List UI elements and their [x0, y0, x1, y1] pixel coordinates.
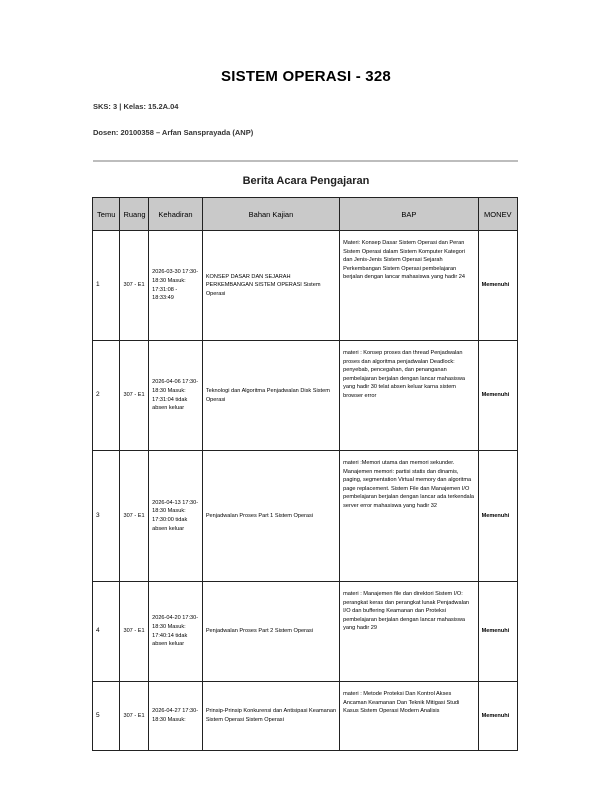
divider	[93, 160, 518, 162]
cell-ruang: 307 - E1	[120, 582, 149, 682]
cell-temu: 2	[93, 341, 120, 451]
header-bahan-kajian: Bahan Kajian	[202, 198, 339, 231]
cell-temu: 5	[93, 682, 120, 751]
cell-bap: materi : Metode Proteksi Dan Kontrol Akses Ancaman Keamanan Dan Teknik Mitigasi Studi Kasus Sistem Operasi Modern Analisis	[340, 682, 478, 751]
header-ruang: Ruang	[120, 198, 149, 231]
cell-bap: materi : Konsep proses dan thread Penjadwalan proses dan algoritma penjadwalan Deadlock: penyebab, pencegahan, dan penanganan pembelajaran berjalan dengan lancar mahasiswa yang hadir 30 telat absen keluar karna sistem browser error	[340, 341, 478, 451]
header-temu: Temu	[93, 198, 120, 231]
cell-bahan-kajian: Prinsip-Prinsip Konkurensi dan Antisipasi Keamanan Sistem Operasi Sistem Operasi	[202, 682, 339, 751]
section-title: Berita Acara Pengajaran	[242, 175, 370, 187]
cell-monev: Memenuhi	[478, 231, 517, 341]
cell-kehadiran: 2026-04-27 17:30-18:30 Masuk:	[149, 682, 203, 751]
cell-kehadiran: 2026-03-30 17:30-18:30 Masuk: 17:31:08 - 18:33:49	[149, 231, 203, 341]
header-kehadiran: Kehadiran	[149, 198, 203, 231]
cell-ruang: 307 - E1	[120, 451, 149, 582]
cell-monev: Memenuhi	[478, 582, 517, 682]
cell-kehadiran: 2026-04-20 17:30-18:30 Masuk: 17:40:14 tidak absen keluar	[149, 582, 203, 682]
cell-bahan-kajian: Penjadwalan Proses Part 1 Sistem Operasi	[202, 451, 339, 582]
cell-ruang: 307 - E1	[120, 682, 149, 751]
sks-class-info: SKS: 3 | Kelas: 15.2A.04	[93, 102, 179, 111]
teaching-record-table	[92, 197, 518, 751]
cell-bap: materi : Manajemen file dan direktori Sistem I/O: perangkat keras dan perangkat lunak Penjadwalan I/O dan buffering Keamanan dan Proteksi pembelajaran berjalan dengan lancar mahasiswa yang hadir 29	[340, 582, 478, 682]
cell-temu: 1	[93, 231, 120, 341]
cell-bap: Materi: Konsep Dasar Sistem Operasi dan Peran Sistem Operasi dalam Sistem Komputer Kategori dan Jenis-Jenis Sistem Operasi Sejarah Perkembangan Sistem Operasi pembelajaran berjalan dengan lancar mahasiswa yang hadir 24	[340, 231, 478, 341]
cell-temu: 3	[93, 451, 120, 582]
table-row	[93, 451, 518, 582]
cell-ruang: 307 - E1	[120, 341, 149, 451]
header-monev: MONEV	[478, 198, 517, 231]
cell-bap: materi :Memori utama dan memori sekunder. Manajemen memori: partisi statis dan dinamis, paging, segmentation Virtual memory dan algoritma page replacement. Sistem File dan Manajemen I/O pembelajaran berjalan dengan lancar ada terkendala server error mahasiswa yang hadir 32	[340, 451, 478, 582]
table-row	[93, 582, 518, 682]
lecturer-info: Dosen: 20100358 – Arfan Sansprayada (ANP)	[93, 128, 254, 137]
page-title: SISTEM OPERASI - 328	[221, 68, 391, 85]
table-row	[93, 682, 518, 751]
cell-monev: Memenuhi	[478, 341, 517, 451]
cell-ruang: 307 - E1	[120, 231, 149, 341]
header-bap: BAP	[340, 198, 478, 231]
cell-kehadiran: 2026-04-13 17:30-18:30 Masuk: 17:30:00 tidak absen keluar	[149, 451, 203, 582]
cell-bahan-kajian: Penjadwalan Proses Part 2 Sistem Operasi	[202, 582, 339, 682]
cell-kehadiran: 2026-04-06 17:30-18:30 Masuk: 17:31:04 tidak absen keluar	[149, 341, 203, 451]
cell-monev: Memenuhi	[478, 451, 517, 582]
cell-bahan-kajian: Teknologi dan Algoritma Penjadwalan Disk Sistem Operasi	[202, 341, 339, 451]
cell-temu: 4	[93, 582, 120, 682]
table-header-row	[93, 198, 518, 231]
table-row	[93, 231, 518, 341]
table-row	[93, 341, 518, 451]
cell-monev: Memenuhi	[478, 682, 517, 751]
cell-bahan-kajian: KONSEP DASAR DAN SEJARAH PERKEMBANGAN SISTEM OPERASI Sistem Operasi	[202, 231, 339, 341]
